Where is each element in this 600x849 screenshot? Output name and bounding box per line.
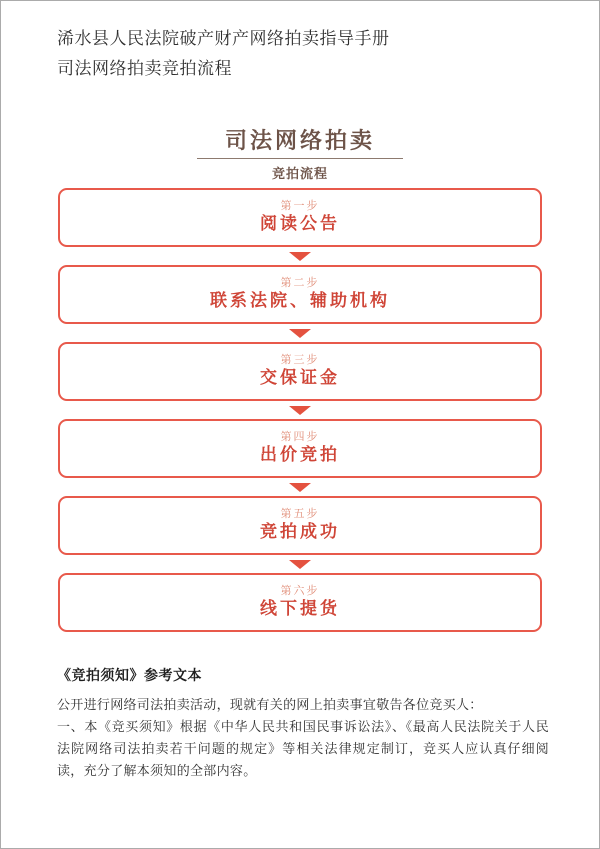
step-name: 线下提货: [260, 599, 340, 619]
arrow-down-icon: [289, 483, 311, 492]
notice-intro: 公开进行网络司法拍卖活动，现就有关的网上拍卖事宜敬告各位竞买人：: [57, 697, 483, 712]
step-box-5: [58, 496, 542, 555]
step-box-2: [58, 265, 542, 324]
notice-heading: 《竞拍须知》参考文本: [57, 667, 202, 683]
step-label: 第四步: [280, 431, 320, 444]
notice-section: [57, 665, 549, 782]
step-name: 阅读公告: [260, 214, 340, 234]
step-label: 第三步: [280, 354, 320, 367]
step-box-3: [58, 342, 542, 401]
arrow-down-icon: [289, 252, 311, 261]
step-label: 第六步: [280, 585, 320, 598]
step-box-4: [58, 419, 542, 478]
arrow-slot: [58, 478, 542, 496]
flowchart-subtitle: 竞拍流程: [271, 166, 328, 182]
arrow-down-icon: [289, 406, 311, 415]
document-subtitle: 司法网络拍卖竞拍流程: [57, 59, 232, 78]
arrow-down-icon: [289, 560, 311, 569]
document-header: [57, 30, 390, 77]
flowchart-steps: [58, 188, 542, 632]
arrow-slot: [58, 247, 542, 265]
arrow-down-icon: [289, 329, 311, 338]
step-box-6: [58, 573, 542, 632]
step-label: 第五步: [280, 508, 320, 521]
step-label: 第二步: [280, 277, 320, 290]
flowchart-title: 司法网络拍卖: [224, 128, 375, 153]
step-name: 出价竞拍: [260, 445, 340, 465]
step-name: 联系法院、辅助机构: [210, 291, 390, 311]
notice-paragraph: 一、本《竞买须知》根据《中华人民共和国民事诉讼法》、《最高人民法院关于人民法院网络司法拍卖若干问题的规定》等相关法律规定制订，竞买人应认真仔细阅读，充分了解本须知的全部内容。: [57, 719, 549, 778]
step-name: 竞拍成功: [260, 522, 340, 542]
arrow-slot: [58, 555, 542, 573]
arrow-slot: [58, 401, 542, 419]
flowchart-title-divider: [197, 158, 403, 159]
document-title: 浠水县人民法院破产财产网络拍卖指导手册: [57, 29, 390, 48]
arrow-slot: [58, 324, 542, 342]
step-name: 交保证金: [260, 368, 340, 388]
step-label: 第一步: [280, 200, 320, 213]
flowchart-header: [0, 128, 600, 182]
step-box-1: [58, 188, 542, 247]
